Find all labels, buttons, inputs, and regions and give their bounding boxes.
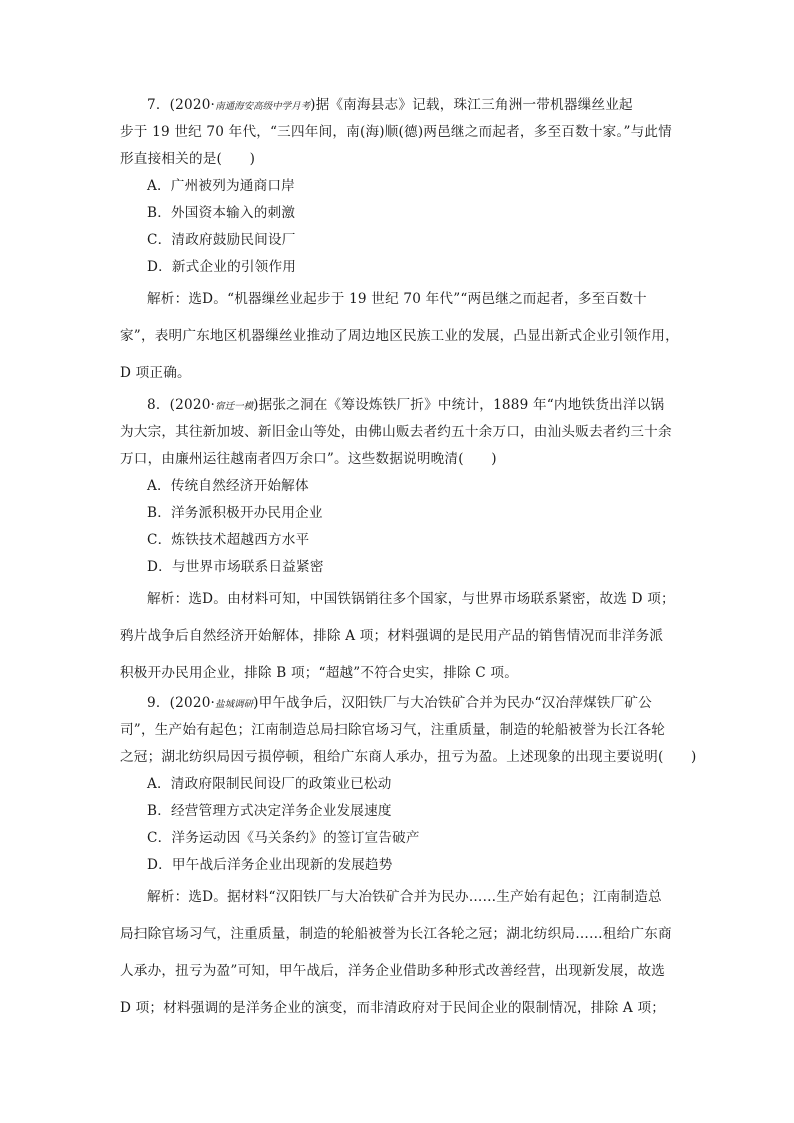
question-9-analysis-line-4: D 项；材料强调的是洋务企业的演变，而非清政府对于民间企业的限制情况，排除 A 项； <box>120 1000 666 1016</box>
question-9-option-d: D．甲午战后洋务企业出现新的发展趋势 <box>147 857 393 873</box>
question-9-option-c: C．洋务运动因《马关条约》的签订宣告破产 <box>147 830 420 846</box>
question-8-option-a: A．传统自然经济开始解体 <box>147 478 309 494</box>
question-9-option-a: A．清政府限制民间设厂的政策业已松动 <box>147 776 392 792</box>
question-8-source: 宿迁一模 <box>215 401 254 412</box>
question-7-stem-line-2: 步于 19 世纪 70 年代，“三四年间，南(海)顺(德)两邑继之而起者，多至百数十家。”与此情 <box>120 124 672 140</box>
question-8-stem-line-1: 8．(2020·宿迁一模)据张之洞在《筹设炼铁厂折》中统计，1889 年“内地铁货出洋以锅 <box>147 397 665 413</box>
question-8-option-d: D．与世界市场联系日益紧密 <box>147 559 324 575</box>
question-9-stem-line-1: 9．(2020·盐城调研)甲午战争后，汉阳铁厂与大冶铁矿合并为民办“汉冶萍煤铁厂矿公 <box>147 695 652 711</box>
question-7-analysis-line-2: 家”，表明广东地区机器缫丝业推动了周边地区民族工业的发展，凸显出新式企业引领作用， <box>120 328 679 344</box>
question-7-option-d: D．新式企业的引领作用 <box>147 259 297 275</box>
question-8-option-c: C．炼铁技术超越西方水平 <box>147 532 310 548</box>
question-7-stem-line-1: 7．(2020·南通海安高级中学月考)据《南海县志》记载，珠江三角洲一带机器缫丝业起 <box>147 97 633 113</box>
question-9-stem-line-3: 之冠；湖北纺织局因亏损停顿，租给广东商人承办，扭亏为盈。上述现象的出现主要说明( ) <box>120 749 697 765</box>
question-8-analysis-line-2: 鸦片战争后自然经济开始解体，排除 A 项；材料强调的是民用产品的销售情况而非洋务派 <box>120 628 664 644</box>
question-7-analysis-line-3: D 项正确。 <box>120 365 191 381</box>
question-9-stem-line-2: 司”，生产始有起色；江南制造总局扫除官场习气，注重质量，制造的轮船被誉为长江各轮 <box>120 722 666 738</box>
question-7-option-b: B．外国资本输入的刺激 <box>147 205 296 221</box>
question-8-stem-line-2: 为大宗，其往新加坡、新旧金山等处，由佛山贩去者约五十余万口，由汕头贩去者约三十余 <box>120 424 672 440</box>
question-8-analysis-line-3: 积极开办民用企业，排除 B 项；“超越”不符合史实，排除 C 项。 <box>120 665 519 681</box>
question-7-option-a: A．广州被列为通商口岸 <box>147 178 295 194</box>
question-8-analysis-line-1: 解析：选D。由材料可知，中国铁锅销往多个国家，与世界市场联系紧密，故选 D 项； <box>147 591 675 607</box>
question-9-option-b: B．经营管理方式决定洋务企业发展速度 <box>147 803 392 819</box>
question-8-stem-line-3: 万口，由廉州运往越南者四万余口”。这些数据说明晚清( ) <box>120 451 497 467</box>
question-8-option-b: B．洋务派积极开办民用企业 <box>147 505 323 521</box>
question-7-source: 南通海安高级中学月考 <box>215 101 311 112</box>
question-7-option-c: C．清政府鼓励民间设厂 <box>147 232 296 248</box>
question-9-analysis-line-2: 局扫除官场习气，注重质量，制造的轮船被誉为长江各轮之冠；湖北纺织局……租给广东商 <box>120 926 672 942</box>
question-7-stem-line-3: 形直接相关的是( ) <box>120 151 256 167</box>
question-9-analysis-line-3: 人承办，扭亏为盈”可知，甲午战后，洋务企业借助多种形式改善经营，出现新发展，故选 <box>120 963 666 979</box>
question-7-analysis-line-1: 解析：选D。“机器缫丝业起步于 19 世纪 70 年代”“两邑继之而起者，多至百数十 <box>147 291 647 307</box>
question-9-source: 盐城调研 <box>215 699 254 710</box>
question-9-analysis-line-1: 解析：选D。据材料“汉阳铁厂与大冶铁矿合并为民办……生产始有起色；江南制造总 <box>147 889 662 905</box>
